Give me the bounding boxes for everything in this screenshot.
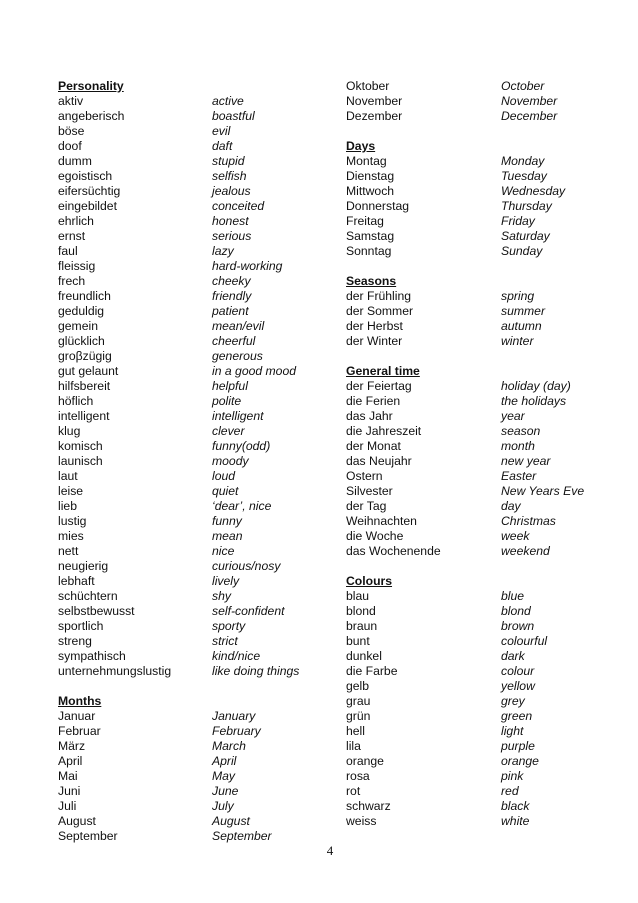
german-word: rosa <box>346 769 370 783</box>
english-translation: polite <box>212 394 242 408</box>
english-translation: jealous <box>212 184 251 198</box>
vocabulary-row <box>58 514 328 529</box>
vocabulary-row <box>58 799 328 814</box>
vocabulary-row <box>58 154 328 169</box>
german-word: Donnerstag <box>346 199 410 213</box>
german-word: höflich <box>58 394 94 408</box>
english-translation: new year <box>501 454 551 468</box>
german-word: nett <box>58 544 79 558</box>
german-word: Freitag <box>346 214 384 228</box>
german-word: das Neujahr <box>346 454 412 468</box>
vocabulary-row <box>58 784 328 799</box>
english-translation: July <box>212 799 234 813</box>
german-word: Dezember <box>346 109 403 123</box>
english-translation: green <box>501 709 533 723</box>
german-word: die Ferien <box>346 394 401 408</box>
vocabulary-row <box>346 649 606 664</box>
german-word: Juli <box>58 799 77 813</box>
vocabulary-row <box>58 439 328 454</box>
english-translation: New Years Eve <box>501 484 585 498</box>
german-word: groβzügig <box>58 349 112 363</box>
vocabulary-row <box>346 289 606 304</box>
vocabulary-row <box>346 754 606 769</box>
english-translation: helpful <box>212 379 248 393</box>
vocabulary-row <box>346 379 606 394</box>
english-translation: May <box>212 769 236 783</box>
vocabulary-row <box>58 754 328 769</box>
vocabulary-row <box>58 139 328 154</box>
vocabulary-row <box>58 634 328 649</box>
vocabulary-row <box>58 709 328 724</box>
german-word: Oktober <box>346 79 390 93</box>
english-translation: day <box>501 499 521 513</box>
german-word: ernst <box>58 229 86 243</box>
english-translation: cheeky <box>212 274 251 288</box>
german-word: der Feiertag <box>346 379 412 393</box>
vocabulary-row <box>346 709 606 724</box>
english-translation: holiday (day) <box>501 379 571 393</box>
vocabulary-row <box>58 544 328 559</box>
page-number: 4 <box>326 843 334 858</box>
vocabulary-row <box>346 634 606 649</box>
english-translation: year <box>501 409 525 423</box>
english-translation: daft <box>212 139 233 153</box>
vocabulary-row <box>58 334 328 349</box>
german-word: selbstbewusst <box>58 604 135 618</box>
vocabulary-row <box>346 334 606 349</box>
german-word: grün <box>346 709 371 723</box>
vocabulary-row <box>58 184 328 199</box>
english-translation: black <box>501 799 530 813</box>
german-word: Mai <box>58 769 78 783</box>
english-translation: Christmas <box>501 514 556 528</box>
german-word: der Winter <box>346 334 403 348</box>
vocabulary-row <box>58 469 328 484</box>
english-translation: blue <box>501 589 525 603</box>
german-word: bunt <box>346 634 370 648</box>
english-translation: spring <box>501 289 535 303</box>
german-word: lustig <box>58 514 87 528</box>
english-translation: month <box>501 439 535 453</box>
english-translation: colour <box>501 664 535 678</box>
vocabulary-row <box>58 304 328 319</box>
english-translation: orange <box>501 754 539 768</box>
german-word: aktiv <box>58 94 84 108</box>
left-vocabulary-column <box>58 79 328 844</box>
german-word: fleissig <box>58 259 96 273</box>
vocabulary-row <box>346 544 606 559</box>
german-word: doof <box>58 139 82 153</box>
vocabulary-row <box>346 409 606 424</box>
english-translation: weekend <box>501 544 550 558</box>
english-translation: hard-working <box>212 259 283 273</box>
german-word: Silvester <box>346 484 393 498</box>
german-word: eingebildet <box>58 199 117 213</box>
vocabulary-row <box>346 769 606 784</box>
vocabulary-row <box>346 499 606 514</box>
german-word: gemein <box>58 319 98 333</box>
english-translation: February <box>212 724 261 738</box>
vocabulary-row <box>58 289 328 304</box>
vocabulary-row <box>346 799 606 814</box>
german-word: intelligent <box>58 409 110 423</box>
english-translation: like doing things <box>212 664 300 678</box>
english-translation: honest <box>212 214 249 228</box>
vocabulary-row <box>58 724 328 739</box>
german-word: klug <box>58 424 81 438</box>
german-word: Juni <box>58 784 81 798</box>
german-word: mies <box>58 529 84 543</box>
vocabulary-row <box>346 304 606 319</box>
german-word: Weihnachten <box>346 514 417 528</box>
vocabulary-row <box>58 454 328 469</box>
english-translation: August <box>212 814 250 828</box>
english-translation: generous <box>212 349 263 363</box>
english-translation: pink <box>501 769 524 783</box>
vocabulary-row <box>346 604 606 619</box>
vocabulary-row <box>346 94 606 109</box>
german-word: lila <box>346 739 361 753</box>
german-word: Sonntag <box>346 244 392 258</box>
english-translation: red <box>501 784 519 798</box>
german-word: Januar <box>58 709 96 723</box>
english-translation: boastful <box>212 109 255 123</box>
vocabulary-row <box>58 559 328 574</box>
vocabulary-row <box>58 244 328 259</box>
german-word: September <box>58 829 118 843</box>
english-translation: winter <box>501 334 534 348</box>
german-word: sportlich <box>58 619 104 633</box>
vocabulary-row <box>58 739 328 754</box>
english-translation: intelligent <box>212 409 264 423</box>
english-translation: autumn <box>501 319 542 333</box>
german-word: glücklich <box>58 334 105 348</box>
german-word: hell <box>346 724 365 738</box>
vocabulary-row <box>58 394 328 409</box>
german-word: die Woche <box>346 529 404 543</box>
german-word: leise <box>58 484 84 498</box>
english-translation: sporty <box>212 619 246 633</box>
vocabulary-row <box>58 319 328 334</box>
vocabulary-row <box>346 589 606 604</box>
english-translation: grey <box>501 694 525 708</box>
vocabulary-row <box>58 814 328 829</box>
german-word: Montag <box>346 154 387 168</box>
german-word: frech <box>58 274 86 288</box>
english-translation: September <box>212 829 272 843</box>
german-word: orange <box>346 754 384 768</box>
english-translation: week <box>501 529 530 543</box>
vocabulary-row <box>346 814 606 829</box>
vocabulary-row <box>346 439 606 454</box>
german-word: hilfsbereit <box>58 379 111 393</box>
vocabulary-row <box>58 379 328 394</box>
english-translation: curious/nosy <box>212 559 281 573</box>
vocabulary-row <box>346 79 606 94</box>
english-translation: season <box>501 424 541 438</box>
german-word: launisch <box>58 454 103 468</box>
german-word: streng <box>58 634 92 648</box>
vocabulary-row <box>58 529 328 544</box>
vocabulary-row <box>346 394 606 409</box>
english-translation: strict <box>212 634 238 648</box>
vocabulary-row <box>346 469 606 484</box>
german-word: gut gelaunt <box>58 364 119 378</box>
section-heading: Personality <box>58 79 124 93</box>
english-translation: light <box>501 724 524 738</box>
english-translation: active <box>212 94 244 108</box>
german-word: November <box>346 94 403 108</box>
vocabulary-row <box>346 154 606 169</box>
english-translation: summer <box>501 304 546 318</box>
english-translation: mean <box>212 529 243 543</box>
english-translation: purple <box>501 739 535 753</box>
german-word: der Sommer <box>346 304 414 318</box>
german-word: freundlich <box>58 289 111 303</box>
english-translation: yellow <box>501 679 535 693</box>
vocabulary-row <box>58 409 328 424</box>
english-translation: Saturday <box>501 229 550 243</box>
vocabulary-row <box>58 619 328 634</box>
german-word: dumm <box>58 154 92 168</box>
german-word: April <box>58 754 83 768</box>
blank-line <box>346 124 606 139</box>
english-translation: nice <box>212 544 235 558</box>
german-word: faul <box>58 244 78 258</box>
vocabulary-row <box>346 694 606 709</box>
vocabulary-row <box>346 319 606 334</box>
english-translation: Tuesday <box>501 169 547 183</box>
vocabulary-row <box>346 619 606 634</box>
vocabulary-row <box>58 499 328 514</box>
vocabulary-row <box>58 109 328 124</box>
german-word: die Farbe <box>346 664 398 678</box>
german-word: lieb <box>58 499 77 513</box>
vocabulary-row <box>58 664 328 679</box>
english-translation: evil <box>212 124 231 138</box>
english-translation: stupid <box>212 154 245 168</box>
blank-line <box>346 349 606 364</box>
vocabulary-row <box>346 424 606 439</box>
english-translation: blond <box>501 604 531 618</box>
vocabulary-row <box>58 604 328 619</box>
english-translation: mean/evil <box>212 319 265 333</box>
vocabulary-row <box>58 364 328 379</box>
english-translation: lazy <box>212 244 234 258</box>
vocabulary-row <box>58 169 328 184</box>
vocabulary-row <box>58 199 328 214</box>
german-word: blau <box>346 589 370 603</box>
german-word: lebhaft <box>58 574 95 588</box>
german-word: weiss <box>346 814 377 828</box>
english-translation: self-confident <box>212 604 285 618</box>
german-word: grau <box>346 694 371 708</box>
vocabulary-row <box>346 454 606 469</box>
english-translation: December <box>501 109 558 123</box>
vocabulary-row <box>58 574 328 589</box>
german-word: neugierig <box>58 559 109 573</box>
vocabulary-row <box>58 274 328 289</box>
german-word: laut <box>58 469 78 483</box>
german-word: angeberisch <box>58 109 125 123</box>
german-word: der Frühling <box>346 289 412 303</box>
vocabulary-row <box>346 109 606 124</box>
german-word: blond <box>346 604 376 618</box>
german-word: unternehmungslustig <box>58 664 172 678</box>
english-translation: the holidays <box>501 394 567 408</box>
vocabulary-row <box>346 679 606 694</box>
vocabulary-row <box>58 229 328 244</box>
vocabulary-row <box>346 214 606 229</box>
german-word: komisch <box>58 439 103 453</box>
english-translation: Wednesday <box>501 184 566 198</box>
vocabulary-row <box>346 484 606 499</box>
section-heading: Seasons <box>346 274 397 288</box>
english-translation: shy <box>212 589 231 603</box>
german-word: das Jahr <box>346 409 393 423</box>
vocabulary-row <box>346 514 606 529</box>
blank-line <box>58 679 328 694</box>
english-translation: June <box>212 784 239 798</box>
vocabulary-row <box>346 244 606 259</box>
german-word: Mittwoch <box>346 184 395 198</box>
english-translation: patient <box>212 304 249 318</box>
english-translation: dark <box>501 649 525 663</box>
section-heading: Months <box>58 694 102 708</box>
english-translation: kind/nice <box>212 649 261 663</box>
german-word: der Monat <box>346 439 401 453</box>
english-translation: loud <box>212 469 236 483</box>
german-word: der Tag <box>346 499 387 513</box>
english-translation: Easter <box>501 469 537 483</box>
german-word: sympathisch <box>58 649 126 663</box>
german-word: Dienstag <box>346 169 395 183</box>
vocabulary-row <box>346 664 606 679</box>
english-translation: white <box>501 814 530 828</box>
english-translation: quiet <box>212 484 239 498</box>
vocabulary-row <box>58 649 328 664</box>
english-translation: funny(odd) <box>212 439 271 453</box>
section-heading: Colours <box>346 574 393 588</box>
english-translation: brown <box>501 619 535 633</box>
english-translation: January <box>212 709 256 723</box>
vocabulary-row <box>58 214 328 229</box>
right-vocabulary-column <box>346 79 606 829</box>
english-translation: cheerful <box>212 334 256 348</box>
vocabulary-row <box>58 829 328 844</box>
vocabulary-row <box>58 769 328 784</box>
english-translation: October <box>501 79 545 93</box>
vocabulary-row <box>346 724 606 739</box>
vocabulary-row <box>58 94 328 109</box>
vocabulary-row <box>346 184 606 199</box>
blank-line <box>346 559 606 574</box>
german-word: schüchtern <box>58 589 118 603</box>
german-word: eifersüchtig <box>58 184 121 198</box>
vocabulary-row <box>346 199 606 214</box>
german-word: die Jahreszeit <box>346 424 422 438</box>
german-word: August <box>58 814 96 828</box>
english-translation: April <box>212 754 237 768</box>
english-translation: Monday <box>501 154 545 168</box>
german-word: das Wochenende <box>346 544 441 558</box>
vocabulary-row <box>346 529 606 544</box>
vocabulary-row <box>58 589 328 604</box>
vocabulary-row <box>58 259 328 274</box>
english-translation: friendly <box>212 289 252 303</box>
section-heading: Days <box>346 139 376 153</box>
vocabulary-row <box>58 124 328 139</box>
english-translation: November <box>501 94 558 108</box>
vocabulary-row <box>58 349 328 364</box>
german-word: schwarz <box>346 799 391 813</box>
german-word: März <box>58 739 86 753</box>
english-translation: March <box>212 739 246 753</box>
vocabulary-row <box>58 424 328 439</box>
english-translation: moody <box>212 454 249 468</box>
german-word: braun <box>346 619 378 633</box>
english-translation: selfish <box>212 169 247 183</box>
blank-line <box>346 259 606 274</box>
german-word: böse <box>58 124 85 138</box>
german-word: egoistisch <box>58 169 113 183</box>
german-word: ehrlich <box>58 214 94 228</box>
english-translation: in a good mood <box>212 364 297 378</box>
english-translation: ‘dear’, nice <box>212 499 272 513</box>
english-translation: Thursday <box>501 199 552 213</box>
german-word: gelb <box>346 679 370 693</box>
english-translation: funny <box>212 514 242 528</box>
section-heading: General time <box>346 364 420 378</box>
vocabulary-row <box>346 229 606 244</box>
english-translation: lively <box>212 574 240 588</box>
vocabulary-row <box>346 784 606 799</box>
german-word: Samstag <box>346 229 395 243</box>
german-word: dunkel <box>346 649 382 663</box>
english-translation: conceited <box>212 199 265 213</box>
vocabulary-row <box>346 169 606 184</box>
english-translation: serious <box>212 229 252 243</box>
english-translation: Friday <box>501 214 535 228</box>
vocabulary-row <box>58 484 328 499</box>
german-word: rot <box>346 784 361 798</box>
german-word: der Herbst <box>346 319 403 333</box>
german-word: geduldig <box>58 304 105 318</box>
german-word: Ostern <box>346 469 383 483</box>
english-translation: colourful <box>501 634 548 648</box>
english-translation: clever <box>212 424 245 438</box>
vocabulary-row <box>346 739 606 754</box>
english-translation: Sunday <box>501 244 543 258</box>
german-word: Februar <box>58 724 101 738</box>
